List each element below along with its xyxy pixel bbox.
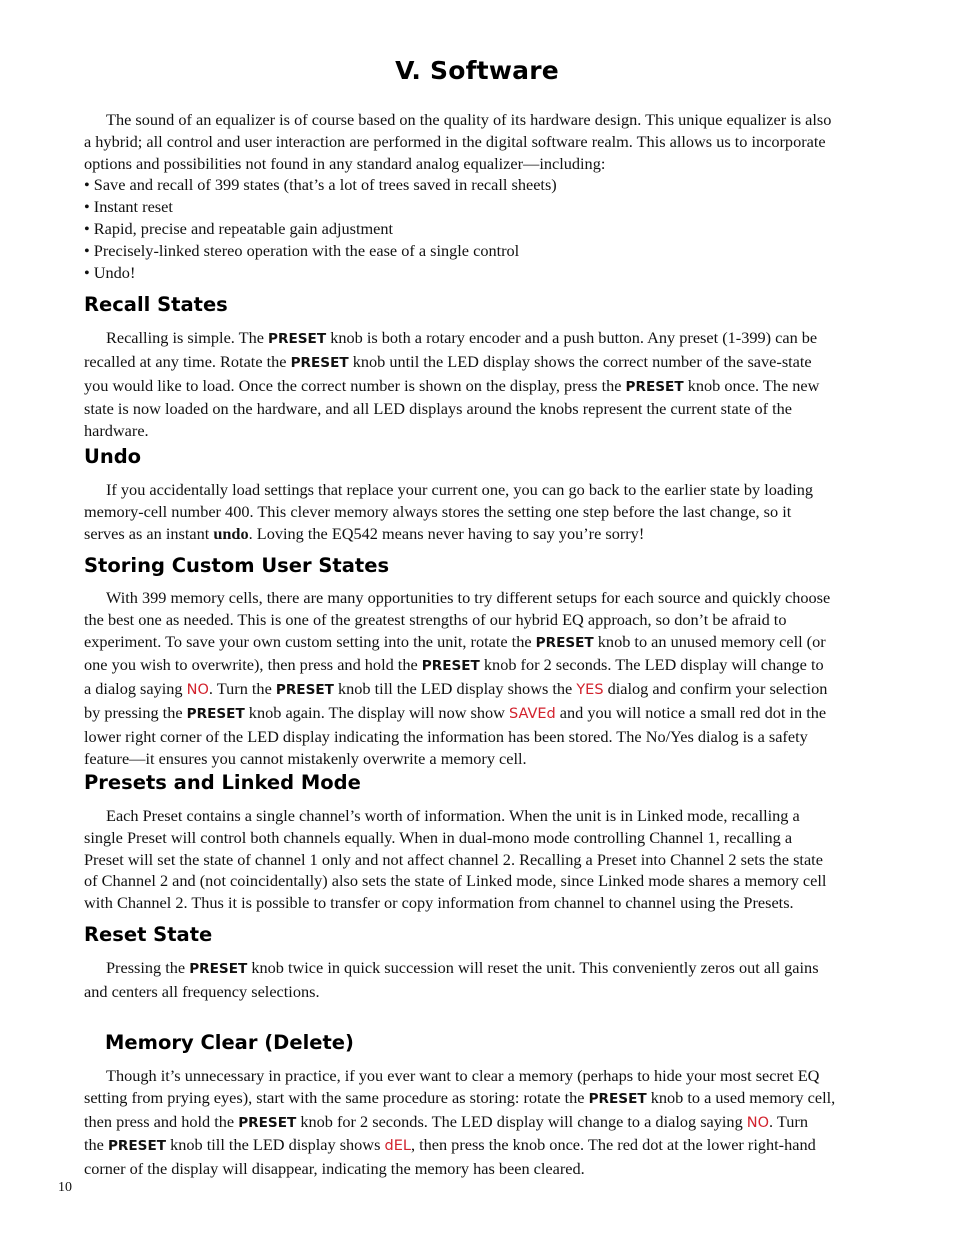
undo-keyword: undo: [213, 523, 249, 543]
section-heading-storing: Storing Custom User States: [84, 554, 390, 577]
led-text-no: NO: [186, 682, 209, 699]
preset-keyword: PRESET: [290, 354, 349, 371]
presets-paragraph: Each Preset contains a single channel’s worth of information. When the unit is in Linked mode, recalling a single Preset will control both channels equally. When in dual-mono mode controlling Channel 1, recalling a Preset will set the state of channel 1 only and not affect channel 2. Recalling a Preset into Channel 2 sets the state of Channel 2 and (not coincidentally) also sets the state of Linked mode, since Linked mode shares a memory cell with Channel 2. Thus it is possible to transfer or copy information from channel to channel using the Presets.: [84, 806, 827, 913]
preset-keyword: PRESET: [421, 658, 480, 675]
page-number: 10: [58, 1180, 72, 1195]
section-heading-reset-state: Reset State: [84, 923, 213, 946]
section-heading-presets-linked: Presets and Linked Mode: [84, 771, 361, 794]
preset-keyword: PRESET: [189, 961, 248, 977]
reset-paragraph: Pressing the PRESET knob twice in quick succession will reset the unit. This conveniently zeros out all gains and centers all frequency selections.: [84, 958, 819, 1001]
preset-keyword: PRESET: [625, 378, 684, 395]
preset-keyword: PRESET: [186, 705, 245, 722]
memory-clear-paragraph: Though it’s unnecessary in practice, if you ever want to clear a memory (perhaps to hide your most secret EQ setting from prying eyes), start with the same procedure as storing: rotate the PRESET knob to a used memory cell, then press and hold the PRESET knob for 2 seconds. The LED display will change to a dialog saying NO. Turn the PRESET knob till the LED display shows dEL, then press the knob once. The red dot at the lower right-hand corner of the display will disappear, indicating the memory has been cleared.: [84, 1066, 836, 1179]
bullet-item: • Save and recall of 399 states (that’s a lot of trees saved in recall sheets): [84, 175, 557, 195]
preset-keyword: PRESET: [588, 1090, 647, 1107]
section-heading-undo: Undo: [84, 445, 142, 468]
undo-paragraph: If you accidentally load settings that replace your current one, you can go back to the earlier state by loading memory-cell number 400. This clever memory always stores the setting one step before the last change, so it serves as an instant undo. Loving the EQ542 means never having to say you’re sorry!: [84, 480, 814, 543]
page-title: V. Software: [395, 56, 559, 85]
bullet-item: • Instant reset: [84, 197, 173, 217]
led-text-yes: YES: [576, 682, 604, 699]
recall-paragraph: Recalling is simple. The PRESET knob is both a rotary encoder and a push button. Any preset (1-399) can be recalled at any time. Rotate the PRESET knob until the LED display shows the correct number of the save-state you would like to load. Once the correct number is shown on the display, press the PRESET knob once. The new state is now loaded on the hardware, and all LED displays around the knobs represent the current state of the hardware.: [84, 328, 820, 441]
storing-paragraph: With 399 memory cells, there are many opportunities to try different setups for each source and quickly choose the best one as needed. This is one of the greatest strengths of our hybrid EQ approach, so don’t be afraid to experiment. To save your own custom setting into the unit, rotate the PRESET knob to an unused memory cell (or one you wish to overwrite), then press and hold the PRESET knob for 2 seconds. The LED display will change to a dialog saying NO. Turn the PRESET knob till the LED display shows the YES dialog and confirm your selection by pressing the PRESET knob again. The display will now show SAVEd and you will notice a small red dot in the lower right corner of the LED display indicating the information has been stored. The No/Yes dialog is a safety feature—it ensures you cannot mistakenly overwrite a memory cell.: [84, 588, 831, 768]
bullet-item: • Rapid, precise and repeatable gain adjustment: [84, 218, 394, 238]
preset-keyword: PRESET: [268, 331, 327, 347]
bullet-item: • Precisely-linked stereo operation with the ease of a single control: [84, 240, 520, 260]
preset-keyword: PRESET: [107, 1138, 167, 1155]
section-heading-recall-states: Recall States: [84, 293, 228, 316]
intro-line: options and possibilities not found in any standard analog equalizer—including:: [84, 153, 606, 173]
preset-keyword: PRESET: [275, 682, 334, 699]
led-text-del: dEL: [384, 1138, 411, 1155]
intro-line: a hybrid; all control and user interaction are performed in the digital software realm. This allows us to incorporate: [84, 131, 826, 151]
section-heading-memory-clear: Memory Clear (Delete): [105, 1031, 354, 1054]
led-text-no: NO: [746, 1114, 770, 1131]
preset-keyword: PRESET: [238, 1114, 297, 1131]
intro-line: The sound of an equalizer is of course based on the quality of its hardware design. This unique equalizer is also: [106, 110, 832, 129]
intro-paragraph: [84, 109, 874, 283]
preset-keyword: PRESET: [535, 634, 594, 651]
led-text-saved: SAVEd: [508, 705, 556, 722]
bullet-item: • Undo!: [84, 262, 136, 282]
